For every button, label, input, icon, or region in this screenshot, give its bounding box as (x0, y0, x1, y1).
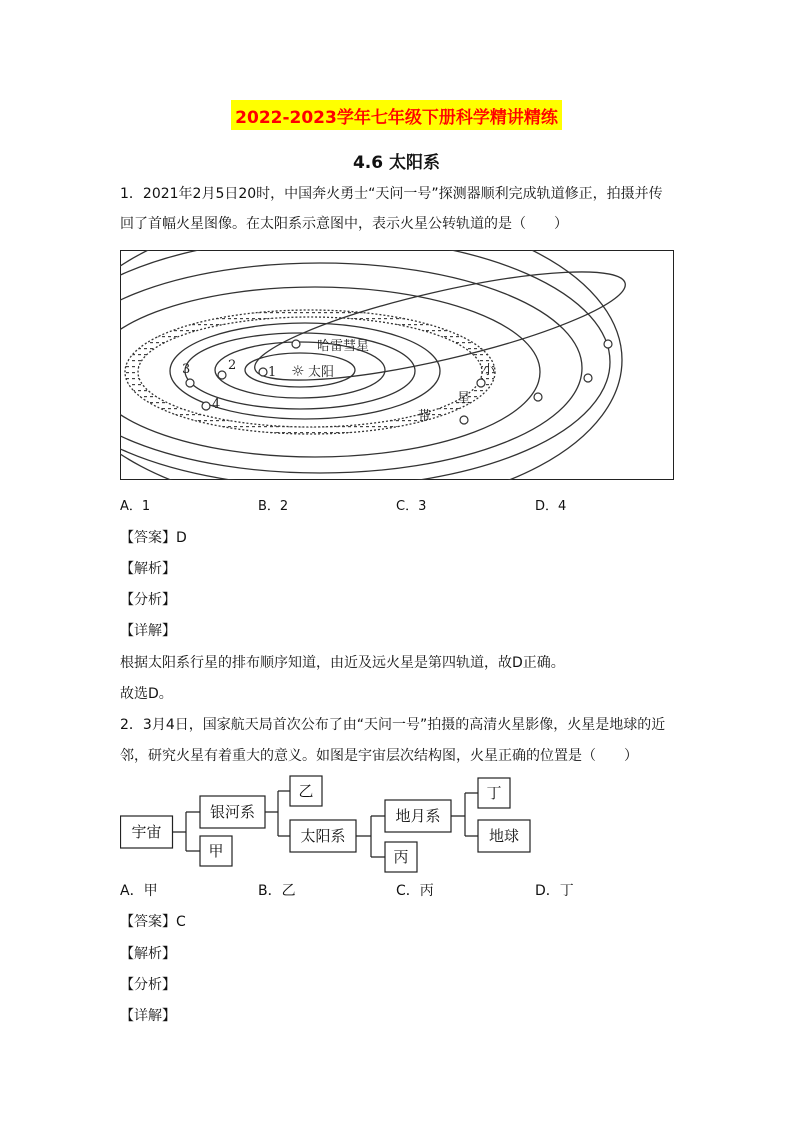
asteroid-belt-label-1: 小 (482, 363, 496, 378)
q1-detail-text: 根据太阳系行星的排布顺序知道，由近及远火星是第四轨道，故D正确。 (120, 655, 565, 671)
document-title-banner (231, 100, 562, 130)
planet-orbit-3 (186, 379, 194, 387)
planet-orbit-8 (584, 374, 592, 382)
q1-option-b: B．2 (258, 499, 289, 514)
solar-system-diagram (120, 250, 674, 480)
sun-icon: ☼ (291, 362, 305, 380)
label-solar-system: 太阳系 (300, 827, 346, 845)
q2-stem-line2: 邻，研究火星有着重大的意义。如图是宇宙层次结构图，火星正确的位置是（ ） (120, 748, 638, 764)
asteroid-belt-label-3: 带 (418, 409, 432, 424)
label-galaxy: 银河系 (209, 803, 256, 821)
q1-fenxi-heading: 【分析】 (120, 592, 176, 608)
q2-option-b: B．乙 (258, 883, 296, 899)
label-yi: 乙 (298, 782, 314, 800)
label-bing: 丙 (393, 848, 409, 866)
q1-stem-line2: 回了首幅火星图像。在太阳系示意图中，表示火星公转轨道的是（ ） (120, 216, 568, 232)
q1-option-a: A．1 (120, 499, 151, 514)
universe-hierarchy-diagram (120, 774, 540, 874)
q1-stem-line1: 1．2021年2月5日20时，中国奔火勇士“天问一号”探测器顺利完成轨道修正，拍摄并传 (120, 186, 663, 202)
q1-option-d: D．4 (535, 499, 567, 514)
asteroid-belt-label-2: 星 (457, 391, 471, 406)
q1-answer: 【答案】D (120, 530, 187, 546)
q2-answer: 【答案】C (120, 914, 186, 930)
orbit-4 (170, 323, 440, 419)
q1-option-c: C．3 (396, 499, 427, 514)
document-title: 2022-2023学年七年级下册科学精讲精练 (235, 107, 558, 128)
q2-option-c: C．丙 (396, 883, 434, 899)
q1-analysis-heading: 【解析】 (120, 561, 176, 577)
sun-label: 太阳 (308, 365, 335, 380)
orbit-number-4: 4 (212, 397, 221, 412)
halley-comet-marker (292, 340, 300, 348)
q2-detail-heading: 【详解】 (120, 1008, 176, 1024)
planet-orbit-7 (534, 393, 542, 401)
label-universe: 宇宙 (131, 823, 162, 841)
planet-orbit-1 (259, 368, 267, 376)
label-earth: 地球 (488, 827, 520, 845)
orbit-number-2: 2 (228, 358, 237, 373)
label-earth-moon: 地月系 (395, 807, 441, 825)
q2-analysis-heading: 【解析】 (120, 946, 176, 962)
q1-conclusion: 故选D。 (120, 686, 173, 702)
section-title: 4.6 太阳系 (352, 153, 441, 173)
planet-orbit-6 (460, 416, 468, 424)
label-ding: 丁 (486, 784, 502, 802)
q2-stem-line1: 2．3月4日，国家航天局首次公布了由“天问一号”拍摄的高清火星影像，火星是地球的近 (120, 717, 666, 733)
planet-orbit-2 (218, 371, 226, 379)
q2-option-d: D．丁 (535, 883, 574, 899)
orbit-number-3: 3 (182, 362, 191, 377)
halley-comet-label: 哈雷彗星 (317, 339, 370, 354)
planet-orbit-4 (202, 402, 210, 410)
orbit-number-1: 1 (268, 365, 277, 380)
planet-orbit-9 (604, 340, 612, 348)
q2-fenxi-heading: 【分析】 (120, 977, 176, 993)
q1-detail-heading: 【详解】 (120, 623, 176, 639)
q2-option-a: A．甲 (120, 883, 158, 899)
label-jia: 甲 (208, 842, 224, 860)
planet-orbit-5 (477, 379, 485, 387)
